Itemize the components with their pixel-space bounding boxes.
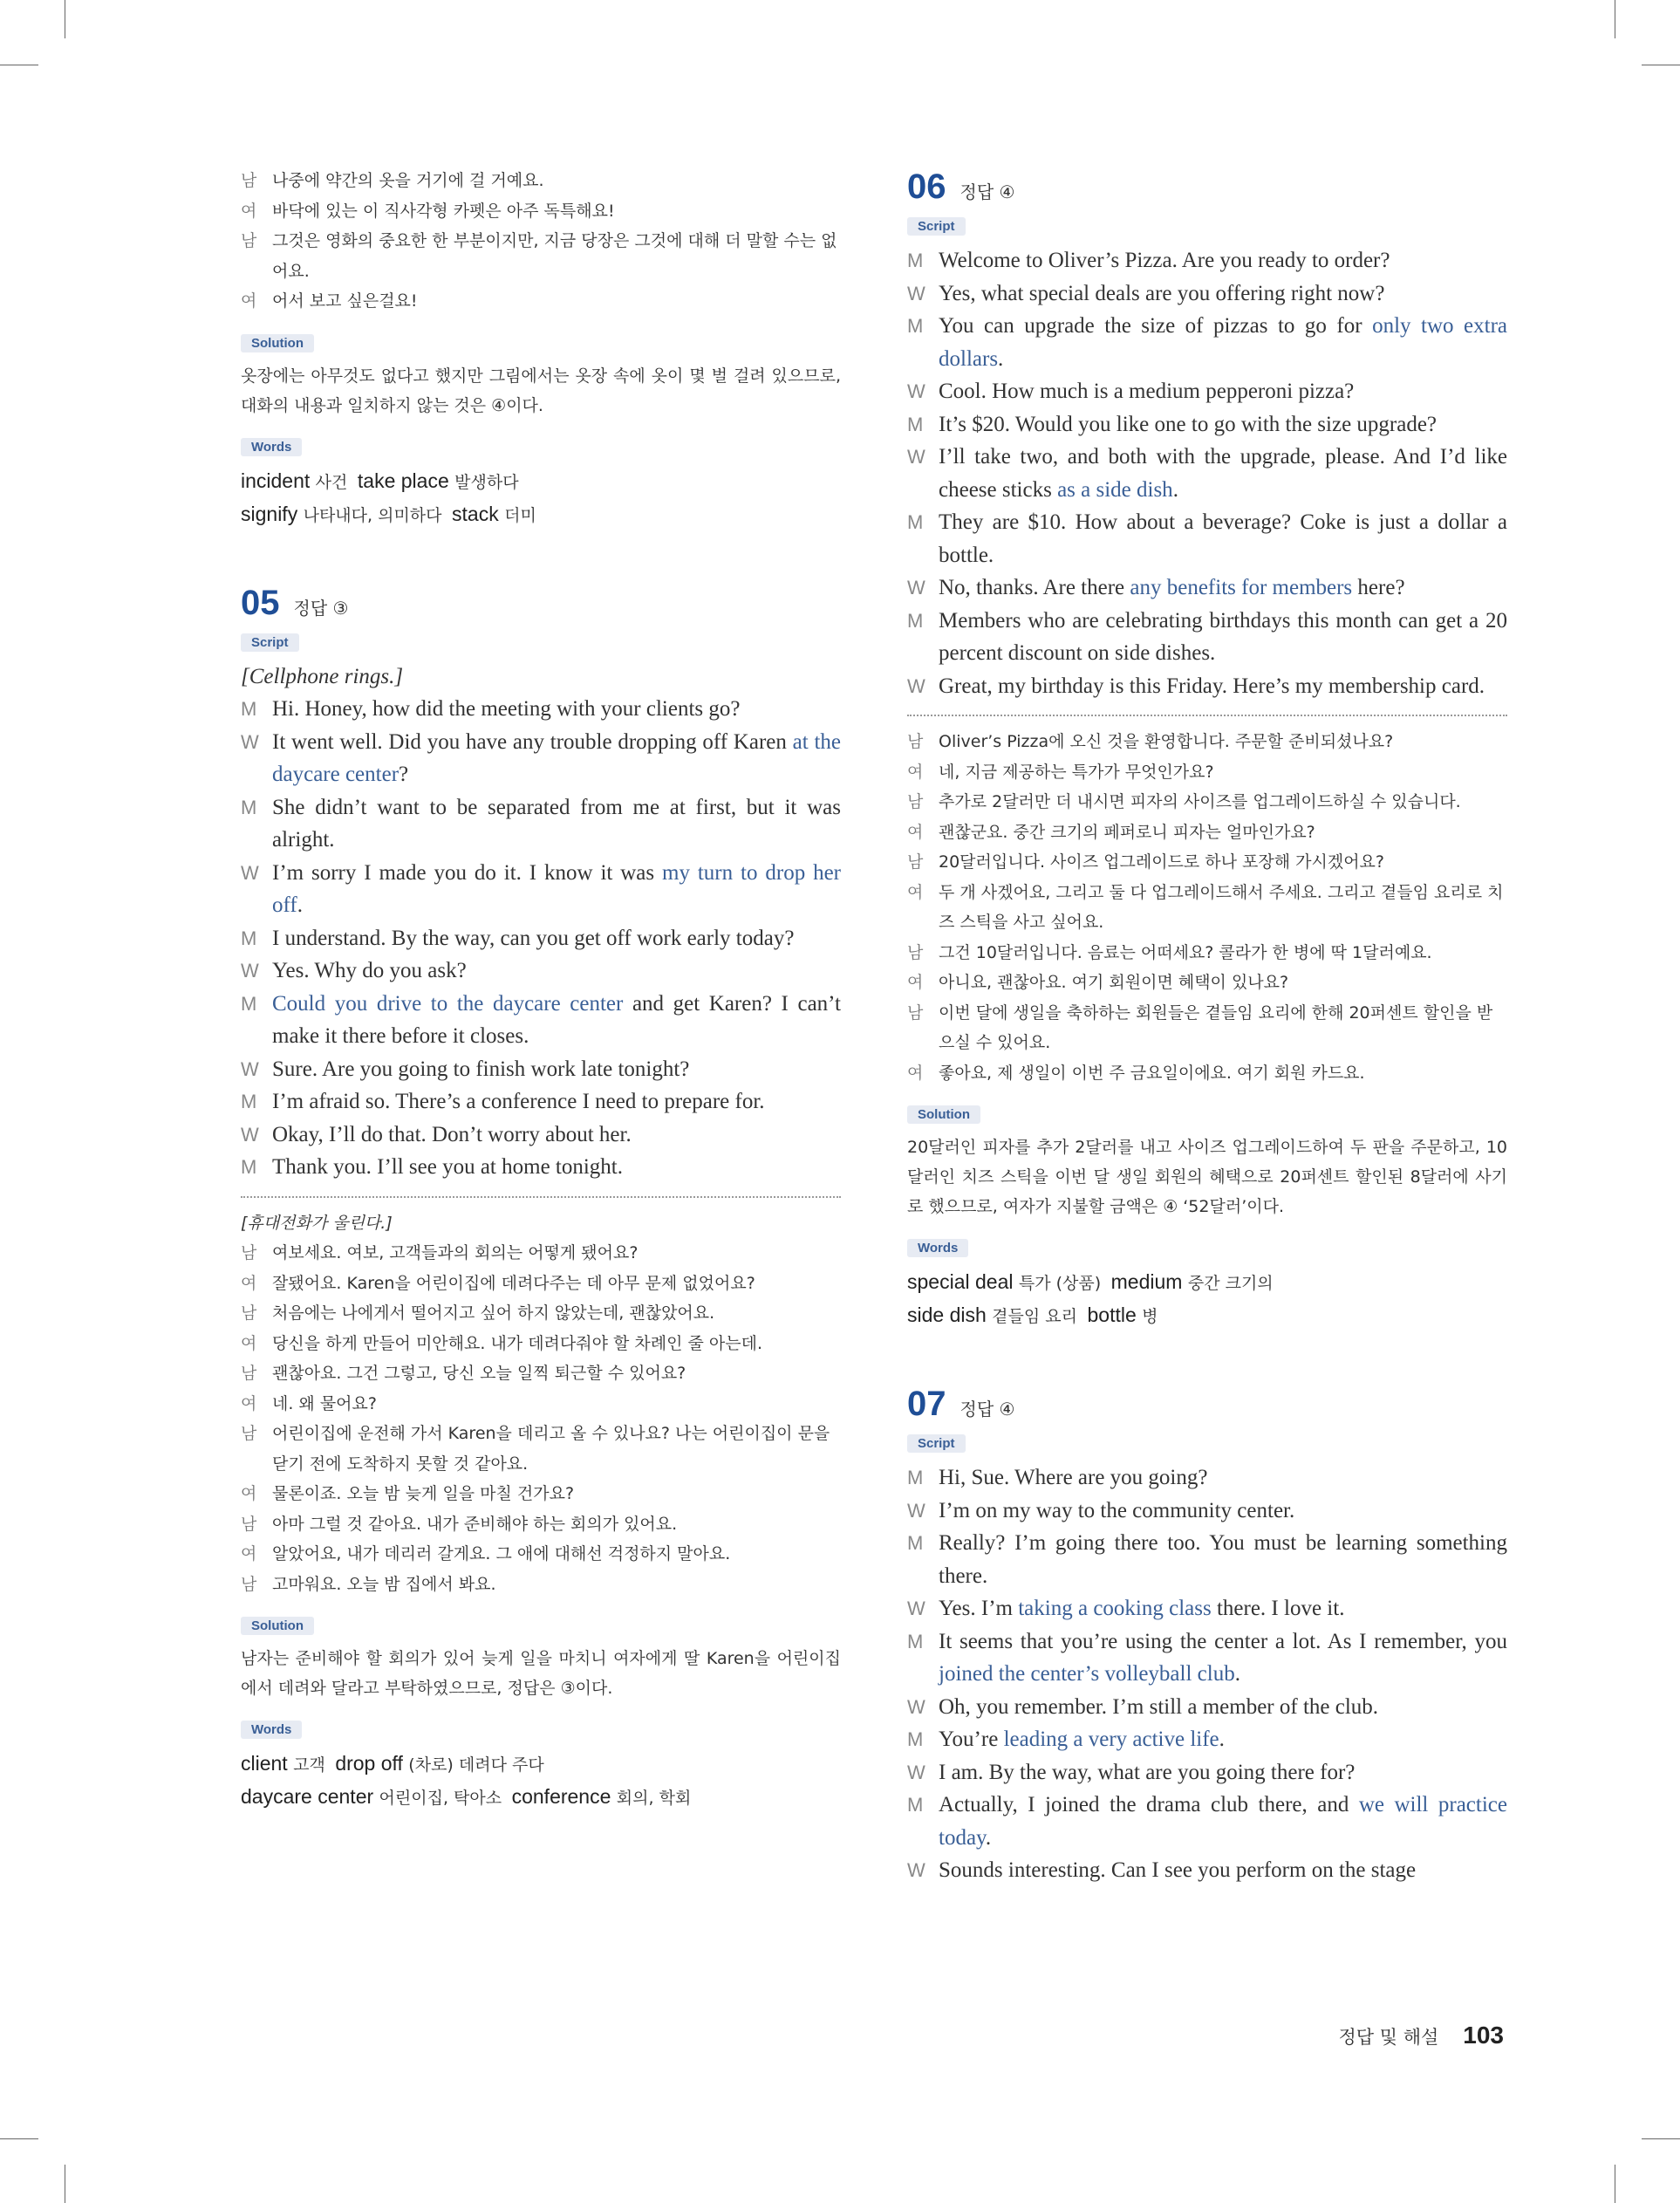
speaker-label: M [241, 1091, 257, 1112]
line-text [272, 857, 841, 922]
dialogue-line [907, 1789, 1507, 1854]
korean-line [241, 1509, 841, 1540]
word-korean: (차로) 데려다 주다 [408, 1755, 544, 1775]
speaker-label: 여 [907, 973, 924, 992]
text-segment: Sounds interesting. Can I see you perform on the stage [939, 1858, 1417, 1882]
text-segment: . [297, 893, 303, 917]
crop-mark [0, 2138, 38, 2139]
dialogue-line [241, 1119, 841, 1152]
speaker-label: W [907, 1695, 925, 1718]
line-text [939, 244, 1507, 277]
word-english: daycare center [241, 1785, 374, 1808]
word-korean: 특가 (상품) [1018, 1274, 1102, 1293]
solution-badge: Solution [241, 334, 314, 352]
speaker-label: 여 [241, 1544, 257, 1563]
dialogue-line [907, 408, 1507, 441]
line-text: 고마워요. 오늘 밤 집에서 봐요. [272, 1574, 496, 1594]
footer-label: 정답 및 해설 [1338, 2027, 1439, 2048]
speaker-label: 남 [241, 1514, 257, 1534]
stage-direction: [Cellphone rings.] [241, 664, 404, 688]
dialogue-line [907, 441, 1507, 506]
question-answer: 정답 ③ [293, 597, 349, 619]
korean-translation-continued [241, 166, 841, 317]
line-text [272, 791, 841, 857]
line-text [939, 1495, 1507, 1528]
highlighted-phrase: we will practice today [939, 1793, 1507, 1850]
word-korean: 나타내다, 의미하다 [303, 505, 442, 525]
dialogue-line [907, 670, 1507, 703]
line-text [939, 375, 1507, 408]
speaker-label: 남 [241, 1424, 257, 1443]
speaker-label: W [907, 1598, 925, 1619]
words-list [241, 1748, 841, 1814]
line-text [939, 670, 1507, 703]
words-row [241, 498, 841, 531]
dotted-divider [907, 715, 1507, 716]
speaker-label: M [907, 1728, 924, 1750]
dialogue-line [907, 1527, 1507, 1592]
speaker-label: W [907, 674, 925, 697]
speaker-label: W [907, 282, 925, 304]
script-badge: Script [241, 633, 299, 652]
word-korean: 회의, 학회 [616, 1789, 692, 1808]
line-text [272, 1053, 841, 1086]
speaker-label: M [241, 796, 257, 818]
korean-line [907, 1058, 1507, 1089]
highlighted-phrase: any benefits for members [1130, 576, 1353, 599]
text-segment: Yes. Why do you ask? [272, 959, 467, 982]
korean-line [907, 818, 1507, 848]
word-korean: 고객 [293, 1755, 325, 1775]
speaker-label: 여 [241, 1393, 257, 1413]
dialogue-line [907, 571, 1507, 605]
line-text [272, 1151, 841, 1184]
word-english: bottle [1087, 1303, 1137, 1326]
left-column [241, 166, 841, 1814]
text-segment: Yes, what special deals are you offering right now? [939, 281, 1385, 305]
text-segment: It’s $20. Would you like one to go with the size upgrade? [939, 412, 1438, 436]
korean-line [241, 226, 841, 286]
line-text: 알았어요, 내가 데리러 갈게요. 그 애에 대해선 걱정하지 말아요. [272, 1544, 731, 1563]
words-row [907, 1266, 1507, 1299]
script-badge: Script [907, 217, 966, 236]
line-text [939, 1592, 1507, 1625]
speaker-label: M [241, 992, 257, 1015]
words-row [907, 1299, 1507, 1332]
text-segment: Really? I’m going there too. You must be learning something there. [939, 1531, 1507, 1588]
highlighted-phrase: as a side dish [1057, 477, 1173, 502]
line-text [272, 693, 841, 726]
text-segment: They are $10. How about a beverage? Coke is just a dollar a bottle. [939, 510, 1507, 567]
word-english: drop off [335, 1752, 403, 1775]
question-header-07 [907, 1385, 1507, 1424]
script-dialogue [907, 244, 1507, 702]
speaker-label: W [241, 960, 259, 982]
word-english: conference [511, 1785, 611, 1808]
text-segment: I’ll take two, and both with the upgrade, please. And I’d like cheese sticks [939, 445, 1507, 502]
dialogue-line [241, 922, 841, 955]
text-segment: Actually, I joined the drama club there, and [939, 1793, 1359, 1816]
words-badge: Words [241, 1721, 302, 1739]
text-segment: . [1172, 477, 1178, 502]
text-segment: here? [1352, 576, 1405, 599]
line-text [939, 1527, 1507, 1592]
line-text: 아니요, 괜찮아요. 여기 회원이면 혜택이 있나요? [939, 973, 1289, 992]
line-text [939, 1625, 1507, 1691]
line-text [939, 571, 1507, 605]
korean-translation [907, 727, 1507, 1088]
word-english: incident [241, 469, 311, 492]
text-segment: Sure. Are you going to finish work late tonight? [272, 1057, 690, 1081]
speaker-label: M [907, 315, 924, 337]
text-segment: I understand. By the way, can you get off work early today? [272, 926, 795, 950]
korean-line [241, 1358, 841, 1389]
line-text [939, 506, 1507, 571]
line-text [939, 1723, 1507, 1756]
line-text: 이번 달에 생일을 축하하는 회원들은 곁들임 요리에 한해 20퍼센트 할인을 받으실 수 있어요. [939, 1002, 1493, 1052]
speaker-label: M [907, 250, 924, 271]
line-text: 네, 지금 제공하는 특가가 무엇인가요? [939, 762, 1214, 782]
text-segment: . [985, 1825, 992, 1850]
line-text: 나중에 약간의 옷을 거기에 걸 거예요. [272, 171, 544, 190]
word-english: client [241, 1752, 288, 1775]
dialogue-line [907, 310, 1507, 375]
text-segment: Hi. Honey, how did the meeting with your clients go? [272, 697, 741, 721]
speaker-label: 여 [907, 822, 924, 842]
line-text [272, 988, 841, 1053]
korean-stage-direction: [휴대전화가 울린다.] [241, 1213, 393, 1233]
line-text [939, 605, 1507, 670]
speaker-label: W [907, 446, 925, 468]
dialogue-line [907, 605, 1507, 670]
script-dialogue [907, 1461, 1507, 1887]
dialogue-line [907, 1461, 1507, 1495]
dialogue-line [241, 693, 841, 726]
speaker-label: 남 [907, 792, 924, 811]
korean-line [241, 1238, 841, 1269]
dialogue-line [241, 988, 841, 1053]
word-korean: 발생하다 [454, 472, 519, 492]
word-korean: 더미 [504, 505, 536, 525]
line-text: 네. 왜 물어요? [272, 1393, 377, 1413]
text-segment: and get Karen? I can’t make it there before it closes. [272, 991, 841, 1048]
words-list [907, 1266, 1507, 1332]
text-segment: You can upgrade the size of pizzas to go for [939, 314, 1373, 338]
speaker-label: M [907, 1794, 924, 1816]
word-korean: 병 [1142, 1307, 1158, 1326]
speaker-label: M [907, 1467, 924, 1488]
speaker-label: 남 [241, 1364, 257, 1383]
line-text: 물론이죠. 오늘 밤 늦게 일을 마칠 건가요? [272, 1484, 575, 1503]
korean-line [241, 286, 841, 317]
dialogue-line [907, 1854, 1507, 1887]
question-answer: 정답 ④ [960, 181, 1015, 202]
speaker-label: W [907, 1761, 925, 1783]
text-segment: It seems that you’re using the center a lot. As I remember, you [939, 1629, 1507, 1653]
words-list [241, 465, 841, 531]
speaker-label: W [907, 380, 925, 402]
speaker-label: 남 [241, 231, 257, 250]
line-text: 괜찮군요. 중간 크기의 페퍼로니 피자는 얼마인가요? [939, 822, 1315, 842]
line-text [939, 1691, 1507, 1724]
words-badge: Words [907, 1239, 968, 1257]
line-text: 당신을 하게 만들어 미안해요. 내가 데려다줘야 할 차례인 줄 아는데. [272, 1333, 762, 1353]
line-text [272, 726, 841, 791]
text-segment: Thank you. I’ll see you at home tonight. [272, 1155, 624, 1179]
speaker-label: M [241, 1156, 257, 1178]
line-text: 좋아요, 제 생일이 이번 주 금요일이에요. 여기 회원 카드요. [939, 1063, 1365, 1083]
korean-line [907, 878, 1507, 938]
line-text: 두 개 사겠어요, 그리고 둘 다 업그레이드해서 주세요. 그리고 곁들임 요리로 치즈 스틱을 사고 싶어요. [939, 882, 1504, 932]
text-segment: Okay, I’ll do that. Don’t worry about her. [272, 1122, 632, 1146]
dialogue-line [907, 1723, 1507, 1756]
speaker-label: M [907, 609, 924, 632]
word-korean: 중간 크기의 [1187, 1274, 1274, 1293]
line-text [939, 1756, 1507, 1789]
word-english: stack [452, 502, 499, 525]
line-text [272, 1119, 841, 1152]
question-number: 05 [241, 583, 280, 622]
speaker-label: 남 [241, 1243, 257, 1262]
korean-line [241, 1269, 841, 1299]
line-text: 잘됐어요. Karen을 어린이집에 데려다주는 데 아무 문제 없었어요? [272, 1273, 755, 1293]
line-text: 여보세요. 여보, 고객들과의 회의는 어떻게 됐어요? [272, 1243, 639, 1262]
right-column [907, 166, 1507, 1887]
text-segment: She didn’t want to be separated from me at first, but it was alright. [272, 795, 841, 852]
dialogue-line [907, 277, 1507, 311]
solution-text: 옷장에는 아무것도 없다고 했지만 그림에서는 옷장 속에 옷이 몇 벌 걸려 있으므로, 대화의 내용과 일치하지 않는 것은 ④이다. [241, 366, 841, 415]
line-text [939, 310, 1507, 375]
speaker-label: 여 [241, 1273, 257, 1293]
text-segment: . [1234, 1662, 1240, 1686]
script-badge: Script [907, 1434, 966, 1453]
speaker-label: W [241, 861, 259, 884]
highlighted-phrase: at the daycare center [272, 729, 841, 786]
highlighted-phrase: joined the center’s volleyball club [939, 1662, 1235, 1686]
line-text: 추가로 2달러만 더 내시면 피자의 사이즈를 업그레이드하실 수 있습니다. [939, 792, 1461, 811]
speaker-label: M [907, 511, 924, 533]
speaker-label: 여 [907, 882, 924, 902]
line-text: 처음에는 나에게서 떨어지고 싶어 하지 않았는데, 괜찮았어요. [272, 1303, 715, 1323]
text-segment: Yes. I’m [939, 1597, 1019, 1620]
speaker-label: W [241, 1057, 259, 1080]
highlighted-phrase: only two extra dollars [939, 314, 1507, 371]
dialogue-line [907, 1756, 1507, 1789]
line-text [939, 1789, 1507, 1854]
dialogue-line [241, 791, 841, 857]
page-footer [1339, 2022, 1505, 2049]
text-segment: I’m sorry I made you do it. I know it was [272, 860, 663, 885]
korean-line [907, 968, 1507, 998]
text-segment: there. I love it. [1211, 1597, 1345, 1620]
line-text: 아마 그럴 것 같아요. 내가 준비해야 하는 회의가 있어요. [272, 1514, 678, 1534]
page-number: 103 [1463, 2022, 1504, 2049]
dialogue-line [241, 1085, 841, 1119]
words-row [241, 465, 841, 498]
line-text [272, 954, 841, 988]
line-text [939, 441, 1507, 506]
dialogue-line [907, 506, 1507, 571]
speaker-label: 남 [907, 1002, 924, 1023]
text-segment: Hi, Sue. Where are you going? [939, 1466, 1208, 1489]
speaker-label: 여 [907, 762, 924, 782]
speaker-label: 남 [241, 1574, 257, 1594]
question-number: 06 [907, 168, 946, 206]
speaker-label: M [907, 1532, 924, 1554]
speaker-label: 여 [241, 291, 257, 311]
korean-line [907, 787, 1507, 818]
dialogue-line [241, 954, 841, 988]
line-text: 그것은 영화의 중요한 한 부분이지만, 지금 당장은 그것에 대해 더 말할 수는 없어요. [272, 231, 837, 281]
speaker-label: W [241, 1123, 259, 1146]
text-segment: ? [399, 763, 409, 786]
speaker-label: 남 [241, 171, 257, 190]
line-text: 20달러입니다. 사이즈 업그레이드로 하나 포장해 가시겠어요? [939, 852, 1384, 872]
text-segment: Oh, you remember. I’m still a member of the club. [939, 1694, 1379, 1719]
korean-line [907, 727, 1507, 757]
text-segment: . [1219, 1728, 1225, 1751]
solution-badge: Solution [907, 1105, 980, 1124]
speaker-label: M [241, 927, 257, 949]
dialogue-line [907, 1592, 1507, 1625]
korean-line [241, 196, 841, 227]
dialogue-line [907, 375, 1507, 408]
speaker-label: 여 [241, 201, 257, 221]
korean-line [241, 1479, 841, 1509]
highlighted-phrase: Could you drive to the daycare center [272, 991, 624, 1016]
dialogue-line [241, 726, 841, 791]
korean-line [907, 757, 1507, 788]
speaker-label: M [241, 698, 257, 720]
dialogue-line [907, 1691, 1507, 1724]
dialogue-line [907, 244, 1507, 277]
solution-text: 남자는 준비해야 할 회의가 있어 늦게 일을 마치니 여자에게 딸 Karen을 어린이집에서 데려와 달라고 부탁하였으므로, 정답은 ③이다. [241, 1649, 841, 1698]
korean-line [241, 1298, 841, 1329]
speaker-label: 남 [241, 1303, 257, 1323]
korean-line [241, 1419, 841, 1479]
text-segment: Great, my birthday is this Friday. Here’s my membership card. [939, 674, 1485, 698]
line-text [939, 1854, 1507, 1887]
word-english: take place [357, 469, 449, 492]
korean-line [241, 1389, 841, 1420]
speaker-label: 남 [907, 732, 924, 751]
korean-translation [241, 1238, 841, 1599]
words-row [241, 1781, 841, 1814]
crop-mark [1642, 2138, 1680, 2139]
speaker-label: 여 [907, 1063, 924, 1083]
solution-text: 20달러인 피자를 추가 2달러를 내고 사이즈 업그레이드하여 두 판을 주문하고, 10달러인 치즈 스틱을 이번 달 생일 회원의 혜택으로 20퍼센트 할인된 8달러에 사기로 했으므로, 여자가 지불할 금액은 ④ ‘52달러’이다. [907, 1138, 1507, 1216]
text-segment: Members who are celebrating birthdays this month can get a 20 percent discount on side dishes. [939, 608, 1507, 665]
word-korean: 사건 [315, 472, 348, 492]
line-text: 바닥에 있는 이 직사각형 카펫은 아주 독특해요! [272, 201, 615, 221]
speaker-label: W [907, 1859, 925, 1881]
korean-line [241, 166, 841, 196]
highlighted-phrase: taking a cooking class [1018, 1597, 1212, 1620]
highlighted-phrase: leading a very active life [1003, 1728, 1219, 1751]
text-segment: . [998, 346, 1004, 371]
script-dialogue [241, 693, 841, 1184]
line-text [939, 408, 1507, 441]
text-segment: No, thanks. Are there [939, 576, 1130, 599]
text-segment: Welcome to Oliver’s Pizza. Are you ready to order? [939, 249, 1390, 272]
korean-line [241, 1539, 841, 1570]
speaker-label: 여 [241, 1333, 257, 1353]
highlighted-phrase: my turn to drop her off [272, 860, 841, 917]
text-segment: I am. By the way, what are you going there for? [939, 1760, 1356, 1784]
line-text: 어서 보고 싶은걸요! [272, 291, 418, 311]
korean-line [907, 938, 1507, 968]
line-text: 괜찮아요. 그건 그렇고, 당신 오늘 일찍 퇴근할 수 있어요? [272, 1364, 686, 1383]
text-segment: Cool. How much is a medium pepperoni pizza? [939, 380, 1355, 403]
korean-line [907, 998, 1507, 1058]
speaker-label: M [907, 413, 924, 435]
korean-line [241, 1329, 841, 1359]
dotted-divider [241, 1196, 841, 1198]
question-answer: 정답 ④ [960, 1399, 1015, 1420]
word-korean: 어린이집, 탁아소 [379, 1789, 502, 1808]
text-segment: You’re [939, 1728, 1004, 1751]
words-badge: Words [241, 438, 302, 456]
word-english: special deal [907, 1270, 1014, 1293]
word-english: side dish [907, 1303, 987, 1326]
dialogue-line [907, 1625, 1507, 1691]
speaker-label: W [907, 577, 925, 599]
text-segment: I’m on my way to the community center. [939, 1498, 1295, 1522]
korean-line [907, 847, 1507, 878]
word-korean: 곁들임 요리 [992, 1307, 1077, 1326]
korean-line [241, 1570, 841, 1600]
line-text: 그건 10달러입니다. 음료는 어떠세요? 콜라가 한 병에 딱 1달러예요. [939, 942, 1432, 962]
dialogue-line [241, 857, 841, 922]
solution-badge: Solution [241, 1617, 314, 1635]
dialogue-line [241, 1053, 841, 1086]
words-row [241, 1748, 841, 1781]
question-number: 07 [907, 1385, 946, 1423]
line-text: Oliver’s Pizza에 오신 것을 환영합니다. 주문할 준비되셨나요? [939, 732, 1394, 751]
speaker-label: W [907, 1499, 925, 1522]
speaker-label: M [907, 1630, 924, 1652]
question-header-06 [907, 168, 1507, 207]
speaker-label: 여 [241, 1484, 257, 1503]
speaker-label: W [241, 730, 259, 753]
line-text [939, 1461, 1507, 1495]
question-header-05 [241, 584, 841, 623]
text-segment: I’m afraid so. There’s a conference I need to prepare for. [272, 1090, 765, 1113]
dialogue-line [241, 1151, 841, 1184]
line-text [272, 1085, 841, 1119]
dialogue-line [907, 1495, 1507, 1528]
line-text: 어린이집에 운전해 가서 Karen을 데리고 올 수 있나요? 나는 어린이집이 문을 닫기 전에 도착하지 못할 것 같아요. [272, 1424, 830, 1474]
speaker-label: 남 [907, 942, 924, 962]
text-segment: It went well. Did you have any trouble dropping off Karen [272, 729, 793, 754]
word-english: medium [1110, 1270, 1183, 1293]
speaker-label: 남 [907, 852, 924, 872]
word-english: signify [241, 502, 298, 525]
line-text [272, 922, 841, 955]
line-text [939, 277, 1507, 311]
